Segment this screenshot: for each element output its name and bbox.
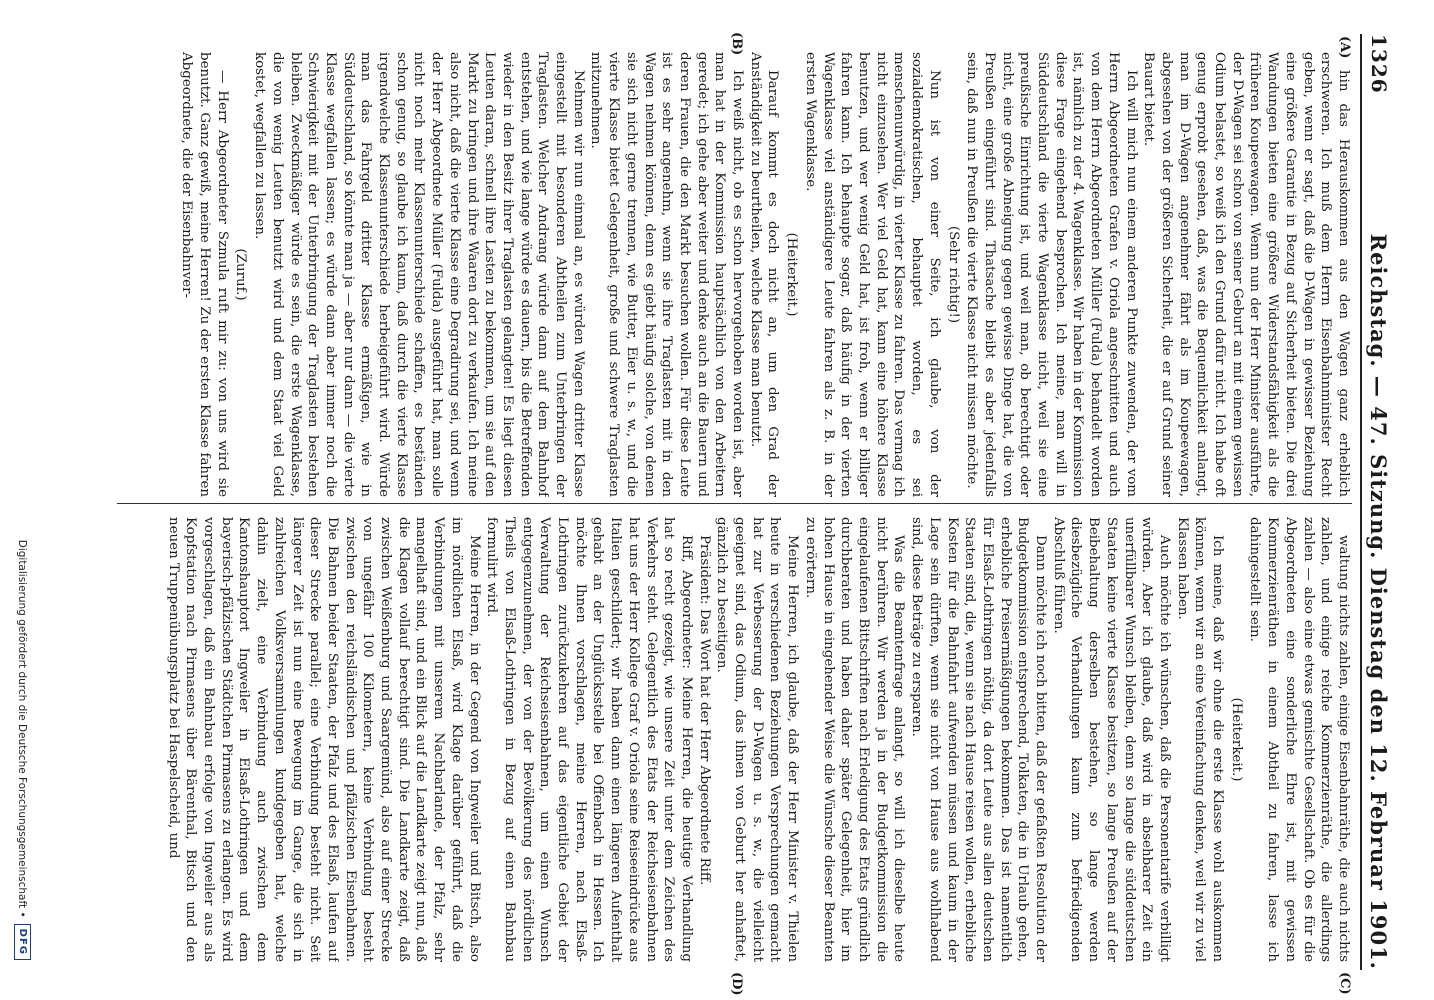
paragraph: hin das Herauskommen aus den Wagen ganz erheblich erschweren. Ich muß dem Herrn Eisenbahnminister Recht geben, wenn er sagt, daß die D-Wagen in gewisser Beziehung eine größere Garantie in Bezug auf Sicherheit bieten. Die drei Wandungen bieten eine größere Widerstandsfähigkeit als die früheren Koupeewagen. Wenn nun der Herr Minister ausführte, der D-Wagen sei schon von seiner Geburt an mit einem gewissen Odium belastet, so weiß ich den Grund dafür nicht. Ich habe oft genug erprobt gesehen, daß, was die Bequemlichkeit anlangt, man im D-Wagen angenehmer fährt als im Koupeewagen, abgesehen von der größeren Sicherheit, die er auf Grund seiner Bauart bietet.	[1141, 52, 1351, 497]
paragraph: Auch möchte ich wünschen, daß die Personentarife verbilligt würden. Aber ich glaube, daß wird in absehbarer Zeit ein unerfüllbarer Wunsch bleiben, denn so lange die süddeutschen Staaten keine vierte Klasse besitzen, so lange Preußen auf der Beibehaltung derselben bestehen, so lange werden diesbezügliche Verhandlungen kaum zum befriedigenden Abschluß führen.	[1050, 517, 1172, 962]
paragraph: Was die Beamtenfrage anlangt, so will ich dieselbe heute nicht berühren. Wir werden ja in der Budgetkommission die eingelaufenen Bittschriften nach Erledigung des Etats gründlich durchberaten und haben daher später Gelegenheit, hier im hohen Hause in eingehender Weise die Wünsche dieser Beamten zu erörtern.	[802, 517, 907, 962]
column-divider	[117, 503, 1352, 504]
paragraph: Ich will mich nun einem anderen Punkte zuwenden, der vom Herrn Abgeordneten Grafen v. Oriola angeschnitten und auch von dem Herrn Abgeordneten Müller (Fulda) behandelt worden ist, nämlich zu der 4. Wagenklasse. Wir haben in der Kommission diese Frage eingehend besprochen. Ich meine, man will in Süddeutschland die vierte Wagenklasse nicht, weil sie eine preußische Einrichtung ist, und weil man, ob berechtigt oder nicht, eine große Abneigung gegen gewisse Dinge hat, die von Preußen eingeführt sind. Thatsache bleibt es aber jedenfalls sein, daß nun in Preußen die vierte Klasse nicht missen möchte.	[964, 52, 1139, 497]
paragraph: Riff, Abgeordneter: Meine Herren, die heutige Verhandlung hat so recht gezeigt, wie unsere Zeit unter dem Zeichen des Verkehrs steht. Gelegentlich des Etats der Reichseisenbahnen hat uns der Herr Kollege Graf v. Oriola seine Reiseeindrücke aus Italien geschildert; wir haben dann einen längeren Aufenthalt gehabt an der Unglücksstelle bei Offenbach in Hessen. Ich möchte Ihnen vorschlagen, meine Herren, nach Elsaß-Lothringen zurückzukehren auf das eigentliche Gebiet der Verwaltung der Reichseisenbahnen, um einen Wunsch entgegenzunehmen, der von der Bevölkerung des nördlichen Theils von Elsaß-Lothringen in Bezug auf einen Bahnbau formulirt wird.	[484, 517, 694, 962]
page-number: 1326	[1367, 34, 1391, 94]
paragraph: — Herr Abgeordneter Szmula ruft mir zu: von uns wird sie benutzt. Ganz gewiß, meine Herren! Zu der ersten Klasse fahren Abgeordnete, die der Eisenbahnver-	[179, 52, 230, 497]
page-header	[1360, 34, 1396, 970]
dfg-logo: DFG	[14, 924, 31, 960]
left-text-column	[117, 52, 1352, 497]
margin-marker-c: (C)	[1337, 972, 1352, 995]
paragraph: Ich weiß nicht, ob es schon hervorgehoben worden ist, aber man hat in der Kommission hauptsächlich von den Arbeitern geredet; ich gehe aber weiter und denke auch an die Bauern und deren Frauen, die den Markt besuchen wollen. Für diese Leute ist es sehr angenehm, wenn sie ihre Traglasten mit in den Wagen nehmen können, denn es giebt häufig solche, von denen sie sich nicht gerne trennen, wie Butter, Eier u. s. w., und die vierte Klasse bietet Gelegenheit, große und schwere Traglasten mitzunehmen.	[588, 52, 746, 497]
footer-text: Digitalisierung gefördert durch die Deutsche Forschungsgemeinschaft •	[16, 539, 29, 918]
interjection: (Heiterkeit.)	[784, 232, 800, 317]
paragraph: Meine Herren, in der Gegend von Ingweiler und Bitsch, also im nördlichen Elsaß, wird Klage darüber geführt, daß die Verbindungen mit unserem Nachbarlande, der Pfalz, sehr mangelhaft sind, und ein Blick auf die Landkarte zeigt nun, daß die Klagen vollauf berechtigt sind. Die Landkarte zeigt, daß zwischen Weißenburg und Saargemünd, also auf einer Strecke von ungefähr 100 Kilometern, keine Verbindung besteht zwischen den reichsländischen und pfälzischen Eisenbahnen. Die Bahnen beider Staaten, der Pfalz und des Elsaß, laufen auf dieser Strecke parallel; eine Verbindung besteht nicht. Seit längerer Zeit ist nun eine Bewegung im Gange, die sich in zahlreichen Volksversammlungen kundgegeben hat, welche dahin zielt, eine Verbindung auch zwischen dem Kantonshauptort Ingweiler in Elsaß-Lothringen und dem bayerisch-pfälzischen Städtchen Pirmasens zu erlangen. Es wird vorgeschlagen, daß ein Bahnbau erfolge von Ingweiler aus als Kopfstation nach Pirmasens über Bärenthal, Bitsch und den neuen Truppenübungsplatz bei Haspelscheid, und	[165, 517, 482, 962]
interjection: (Zuruf.)	[233, 248, 249, 301]
digitization-footer	[14, 0, 31, 1000]
paragraph: Meine Herren, ich glaube, daß der Herr Minister v. Thielen heute in verschiedenen Beziehungen Versprechungen gemacht hat zur Verbesserung der D-Wagen u. s. w., die vielleicht geeignet sind, das Odium, das ihnen von Geburt her anhaftet, gänzlich zu beseitigen.	[714, 517, 801, 962]
paragraph: Dann möchte ich noch bitten, daß der gefaßten Resolution der Budgetkommission entsprechend, Tolkaten, die in Urlaub gehen, erhebliche Preisermäßigungen bekommen. Das ist namentlich für Elsaß-Lothringen nöthig, da dort Leute aus allen deutschen Staaten sind, die, wenn sie nach Hause reisen wollen, erhebliche Kosten für die Bahnfahrt aufwenden müssen und kaum in der Lage sein dürften, wenn sie nicht von Hause aus wohlhabend sind, diese Beträge zu ersparen.	[909, 517, 1049, 962]
margin-marker-a: (A)	[1337, 36, 1352, 59]
paragraph: Nun ist von einer Seite, ich glaube, von der sozialdemokratischen, behauptet worden, es sei menschenunwürdig, in vierter Klasse zu fahren. Das vermag ich nicht einzusehen. Wer viel Geld hat, kann eine höhere Klasse benutzen, und wer wenig Geld hat, ist froh, wenn er billiger fahren kann. Ich behaupte sogar, daß häufig in der vierten Wagenklasse viel anständigere Leute fahren als z. B. in der ersten Wagenklasse.	[802, 52, 942, 497]
paragraph: Nehmen wir nun einmal an, es würden Wagen dritter Klasse eingestellt mit besonderen Abtheilen zum Unterbringen der Traglasten. Welcher Andrang würde dann auf dem Bahnhof entstehen, und wie lange würde es dauern, bis die Betreffenden wieder in den Besitz ihrer Traglasten gelangten! Es liegt diesen Leuten daran, schnell ihre Lasten zu bekommen, um sie auf den Markt zu bringen und ihre Waaren dort zu verkaufen. Ich meine also nicht, daß die vierte Klasse eine Degradirung sei, und wenn der Herr Abgeordnete Müller (Fulda) ausgeführt hat, man solle nicht noch mehr Klassenunterschiede schaffen, es beständen schon genug, so glaube ich kaum, daß durch die vierte Klasse irgendwelche Klassenunterschiede herbeigeführt wird. Würde man das Fahrgeld dritter Klasse ermäßigen, wie in Süddeutschland, so könnte man ja — aber nur dann — die vierte Klasse wegfallen lassen; es würde dann aber immer noch die Schwierigkeit mit der Unterbringung der Traglasten bestehen bleiben. Zweckmäßiger würde es sein, die erste Wagenklasse, die von wenig Leuten benutzt wird und dem Staat viel Geld kostet, wegfallen zu lassen.	[252, 52, 586, 497]
paragraph: Darauf kommt es doch nicht an, um den Grad der Anständigkeit zu beurtheilen, welche Klasse man benutzt.	[747, 52, 781, 497]
page-title: Reichstag. — 47. Sitzung. Dienstag den 12. Februar 1901.	[1366, 233, 1392, 970]
interjection: (Sehr richtig!)	[945, 225, 961, 324]
paragraph: Präsident: Das Wort hat der Herr Abgeordnete Riff.	[696, 535, 712, 886]
paragraph: waltung nichts zahlen, einige Eisenbahnräthe, die auch nichts zahlen, und einige reiche Kommerzienräthe, die allerdings zahlen — also eine etwas gemischte Gesellschaft. Ob es für die Abgeordneten eine sonderliche Ehre ist, mit gewissen Kommerzienräthen in einem Abtheil zu fahren, lasse ich dahingestellt sein.	[1247, 517, 1351, 962]
paragraph: Ich meine, daß wir ohne die erste Klasse wohl auskommen können, wenn wir an eine Vereinfachung denken, weil wir zu viel Klassen haben.	[1174, 517, 1226, 962]
margin-marker-d: (D)	[729, 972, 744, 996]
right-text-column	[117, 517, 1352, 962]
margin-marker-b: (B)	[729, 32, 744, 56]
interjection: (Heiterkeit.)	[1228, 697, 1244, 782]
